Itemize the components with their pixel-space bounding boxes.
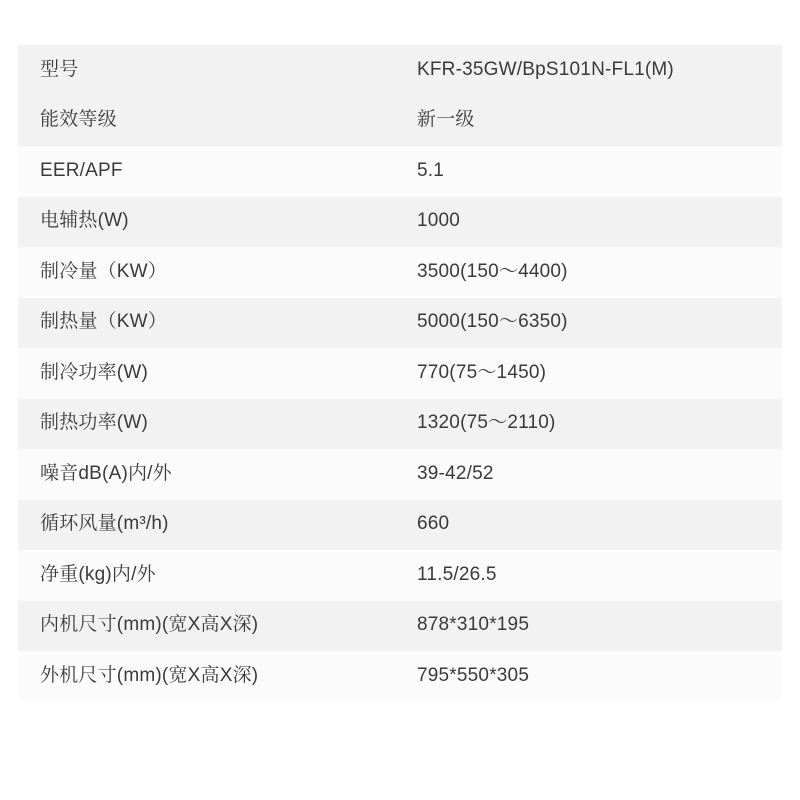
table-row — [18, 45, 782, 96]
spec-label: 循环风量(m³/h) — [18, 500, 395, 551]
table-row — [18, 601, 782, 652]
spec-label: 能效等级 — [18, 96, 395, 147]
spec-label: 制热量（KW） — [18, 298, 395, 349]
spec-value: 3500(150〜4400) — [395, 247, 782, 298]
spec-value: KFR-35GW/BpS101N-FL1(M) — [395, 45, 782, 96]
spec-label: 制冷量（KW） — [18, 247, 395, 298]
spec-value: 5000(150〜6350) — [395, 298, 782, 349]
spec-value: 795*550*305 — [395, 651, 782, 702]
table-row — [18, 550, 782, 601]
table-row — [18, 247, 782, 298]
table-row — [18, 449, 782, 500]
spec-value: 39-42/52 — [395, 449, 782, 500]
table-row — [18, 399, 782, 450]
table-row — [18, 348, 782, 399]
specification-table — [18, 45, 782, 702]
table-row — [18, 651, 782, 702]
spec-label: 内机尺寸(mm)(宽X高X深) — [18, 601, 395, 652]
table-row — [18, 146, 782, 197]
spec-value: 新一级 — [395, 96, 782, 147]
table-row — [18, 96, 782, 147]
spec-label: 外机尺寸(mm)(宽X高X深) — [18, 651, 395, 702]
spec-label: 型号 — [18, 45, 395, 96]
spec-value: 1000 — [395, 197, 782, 248]
table-row — [18, 500, 782, 551]
spec-label: 制冷功率(W) — [18, 348, 395, 399]
table-row — [18, 197, 782, 248]
spec-value: 1320(75〜2110) — [395, 399, 782, 450]
spec-label: EER/APF — [18, 146, 395, 197]
spec-label: 电辅热(W) — [18, 197, 395, 248]
table-row — [18, 298, 782, 349]
spec-label: 制热功率(W) — [18, 399, 395, 450]
spec-value: 770(75〜1450) — [395, 348, 782, 399]
spec-value: 5.1 — [395, 146, 782, 197]
spec-label: 净重(kg)内/外 — [18, 550, 395, 601]
spec-value: 878*310*195 — [395, 601, 782, 652]
spec-label: 噪音dB(A)内/外 — [18, 449, 395, 500]
spec-value: 660 — [395, 500, 782, 551]
specification-table-body — [18, 45, 782, 702]
spec-value: 11.5/26.5 — [395, 550, 782, 601]
